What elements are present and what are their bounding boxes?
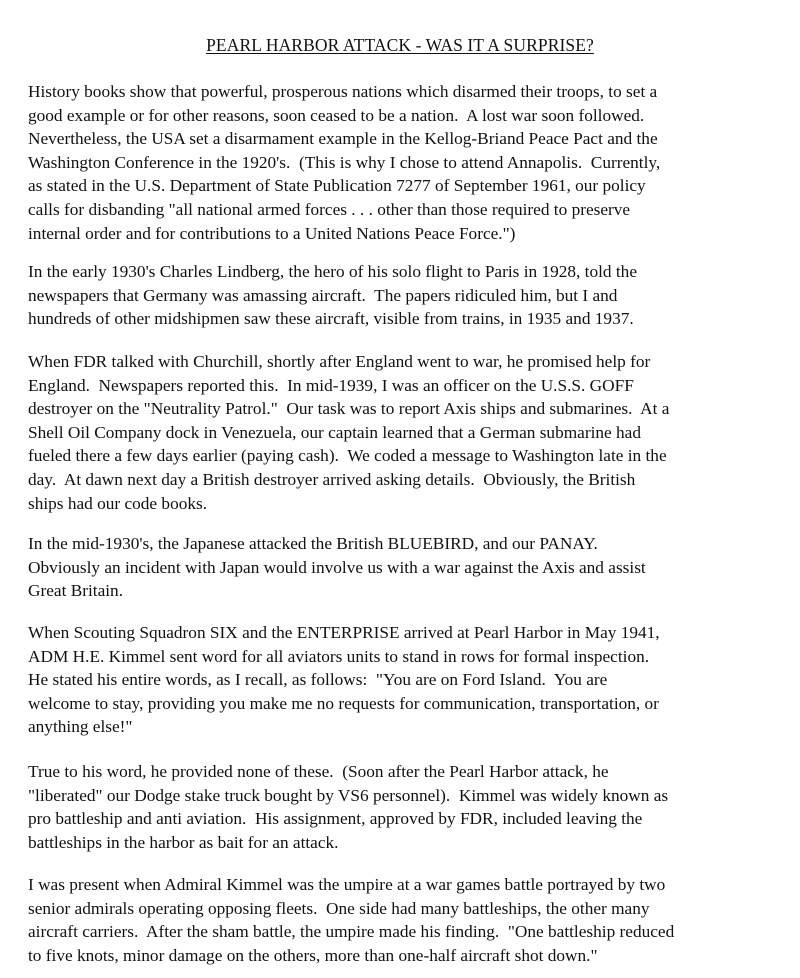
paragraph <box>28 760 798 854</box>
paragraph <box>28 621 798 739</box>
paragraph-line: calls for disbanding "all national armed forces . . . other than those required to preserve <box>28 199 631 219</box>
paragraph <box>28 260 798 331</box>
paragraph-line: Obviously an incident with Japan would involve us with a war against the Axis and assist <box>28 557 646 577</box>
paragraph-line: to five knots, minor damage on the others, more than one-half aircraft shot down." <box>28 945 598 965</box>
paragraph-line: Great Britain. <box>28 581 124 601</box>
paragraph-line: hundreds of other midshipmen saw these aircraft, visible from trains, in 1935 and 1937. <box>28 309 634 329</box>
paragraph-line: ADM H.E. Kimmel sent word for all aviators units to stand in rows for formal inspection. <box>28 646 650 666</box>
paragraph-line: Washington Conference in the 1920's. (This is why I chose to attend Annapolis. Currently, <box>28 152 661 172</box>
paragraph-line: Shell Oil Company dock in Venezuela, our captain learned that a German submarine had <box>28 422 641 442</box>
paragraph-line: "liberated" our Dodge stake truck bought by VS6 personnel). Kimmel was widely known as <box>28 785 669 805</box>
paragraph-line: internal order and for contributions to a United Nations Peace Force.") <box>28 223 516 243</box>
paragraph-line: In the early 1930's Charles Lindberg, the hero of his solo flight to Paris in 1928, told the <box>28 262 637 281</box>
paragraph <box>28 873 798 967</box>
paragraph-line: When FDR talked with Churchill, shortly after England went to war, he promised help for <box>28 352 651 371</box>
paragraph-line: He stated his entire words, as I recall, as follows: "You are on Ford Island. You are <box>28 670 608 690</box>
paragraph-line: senior admirals operating opposing fleets. One side had many battleships, the other many <box>28 898 650 918</box>
paragraph-line: True to his word, he provided none of these. (Soon after the Pearl Harbor attack, he <box>28 762 609 781</box>
paragraph-line: History books show that powerful, prosperous nations which disarmed their troops, to set a <box>28 82 658 101</box>
paragraph <box>28 80 798 245</box>
paragraph-line: England. Newspapers reported this. In mid-1939, I was an officer on the U.S.S. GOFF <box>28 375 634 395</box>
document-title: PEARL HARBOR ATTACK - WAS IT A SURPRISE? <box>206 35 594 55</box>
paragraph-line: aircraft carriers. After the sham battle, the umpire made his finding. "One battleship reduced <box>28 922 675 942</box>
paragraph-line: ships had our code books. <box>28 493 208 513</box>
paragraph-line: fueled there a few days earlier (paying cash). We coded a message to Washington late in the <box>28 446 667 466</box>
paragraph <box>28 532 798 603</box>
paragraph-line: Nevertheless, the USA set a disarmament example in the Kellog-Briand Peace Pact and the <box>28 129 658 149</box>
paragraph-line: as stated in the U.S. Department of State Publication 7277 of September 1961, our policy <box>28 176 646 196</box>
paragraph-line: pro battleship and anti aviation. His assignment, approved by FDR, included leaving the <box>28 809 643 829</box>
paragraph <box>28 350 798 515</box>
paragraph-line: I was present when Admiral Kimmel was the umpire at a war games battle portrayed by two <box>28 875 666 894</box>
paragraph-line: newspapers that Germany was amassing aircraft. The papers ridiculed him, but I and <box>28 285 618 305</box>
paragraph-line: anything else!" <box>28 717 133 737</box>
paragraph-line: day. At dawn next day a British destroyer arrived asking details. Obviously, the British <box>28 469 636 489</box>
paragraph-line: welcome to stay, providing you make me no requests for communication, transportation, or <box>28 693 659 713</box>
paragraph-line: good example or for other reasons, soon ceased to be a nation. A lost war soon followed. <box>28 105 645 125</box>
paragraph-line: battleships in the harbor as bait for an attack. <box>28 832 339 852</box>
paragraph-line: destroyer on the "Neutrality Patrol." Our task was to report Axis ships and submarines. At a <box>28 399 670 419</box>
paragraph-line: In the mid-1930's, the Japanese attacked the British BLUEBIRD, and our PANAY. <box>28 534 598 553</box>
paragraph-line: When Scouting Squadron SIX and the ENTERPRISE arrived at Pearl Harbor in May 1941, <box>28 623 660 642</box>
